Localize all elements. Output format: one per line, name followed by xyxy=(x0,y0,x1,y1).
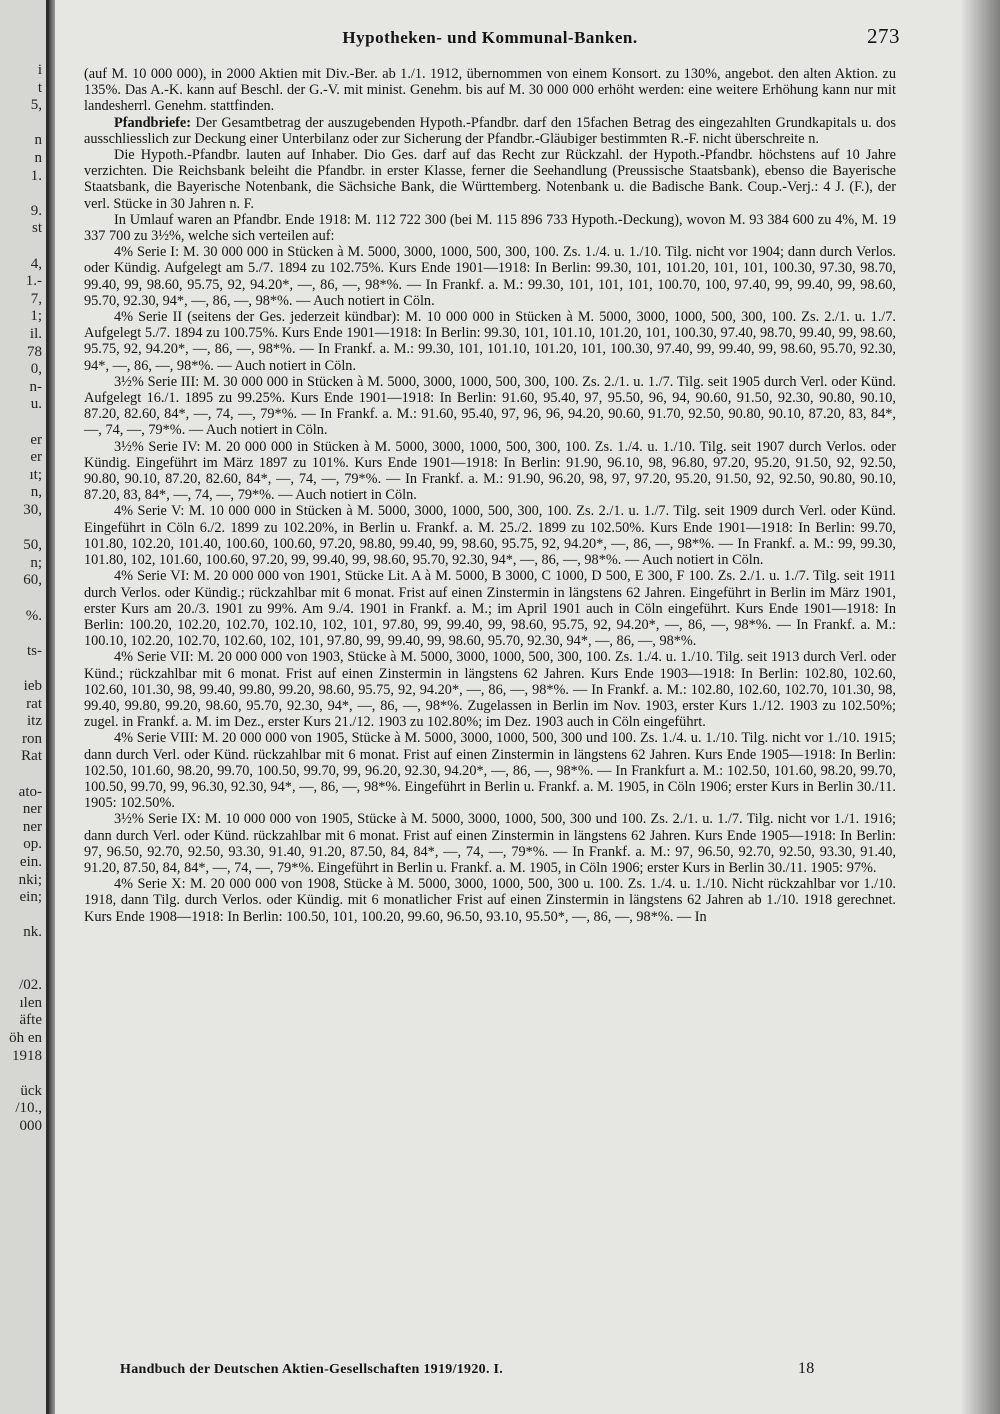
footer-publication-title: Handbuch der Deutschen Aktien-Gesellschaften 1919/1920. I. xyxy=(120,1362,504,1377)
facing-page-fragment: il. xyxy=(29,326,42,342)
paragraph-text: 4% Serie X: M. 20 000 000 von 1908, Stücke à M. 5000, 3000, 1000, 500, 300 u. 100. Zs. 1./4. u. 1./10. Nicht rückzahlbar vor 1./10. 1918, dann Tilg. durch Verlos. oder Kündig. mit 6 monatlicher Frist auf einen Zinstermin in längstens 62 Jahren ab 1./10. 1918 gerechnet. Kurs Ende 1908—1918: In Berlin: 100.50, 101, 100.20, 99.60, 96.50, 93.10, 95.50*, —, 86, —, 98*%. — In xyxy=(84,876,896,925)
facing-page-fragment: ein. xyxy=(19,854,42,870)
paragraph xyxy=(84,568,896,649)
facing-page-fragment: n xyxy=(34,150,42,166)
facing-page-fragment: ieb xyxy=(23,678,42,694)
paragraph-text: 3½% Serie III: M. 30 000 000 in Stücken à M. 5000, 3000, 1000, 500, 300, 100. Zs. 2./1. u. 1./7. Tilg. seit 1905 durch Verl. oder Künd. Aufgelegt 16./1. 1895 zu 99.25%. Kurs Ende 1901—1918: In Berlin: 91.60, 95.40, 97, 95.50, 96, 94, 90.60, 91.50, 92.30, 90.80, 90.10, 87.20, 82.60, 84*, —, 74, —, 79*%. — In Frankf. a. M.: 91.60, 95.40, 97, 96, 96, 94.20, 90.60, 91.70, 92.50, 90.80, 90.10, 87.20, 83, 84*, —, 74, —, 79*%. — Auch notiert in Cöln. xyxy=(84,373,896,439)
facing-page-fragment: rat xyxy=(26,695,42,712)
paragraph-text: 4% Serie VII: M. 20 000 000 von 1903, Stücke à M. 5000, 3000, 1000, 500, 300, 100. Zs. 1./4. u. 1./10. Tilg. seit 1913 durch Verl. oder Künd.; rückzahlbar mit 6 monat. Frist auf einen Zinstermin in längstens 62 Jahren. Kurs Ende 1903—1918: In Berlin: 102.80, 102.60, 102.60, 101.30, 98, 99.40, 99.80, 99.20, 98.60, 95.75, 92, 94.20*, —, 86, —, 98*%. — In Frankf. a. M.: 102.80, 102.60, 102.70, 101.30, 98, 99.40, 99.80, 99.20, 98.60, 95.70, 92.30, 94*, —, 86, —, 98*%. Zugelassen in Berlin im Nov. 1903, erster Kurs 1./12. 1903 zu 102.50%; zugel. in Frankf. a. M. im Dez., erster Kurs 21./12. 1903 zu 102.80%; im Dez. 1903 auch in Cöln eingeführt. xyxy=(84,649,896,731)
facing-page-fragment: ıt; xyxy=(29,466,42,483)
facing-page-fragment: t xyxy=(37,79,42,96)
facing-page-fragment: 7, xyxy=(30,290,42,307)
facing-page-fragment: er xyxy=(30,431,42,448)
facing-page-fragment: op. xyxy=(23,836,42,853)
body-text xyxy=(84,66,896,925)
facing-page-fragment: nki; xyxy=(18,871,42,888)
paragraph xyxy=(84,115,896,147)
facing-page-fragment: ron xyxy=(22,730,42,747)
paragraph xyxy=(84,212,896,244)
facing-page-fragment: n xyxy=(34,132,42,149)
facing-page-fragment: öh en xyxy=(9,1030,42,1046)
facing-page-fragment: 78 xyxy=(27,343,42,360)
facing-page-fragment: ner xyxy=(22,801,42,818)
facing-page-fragment: 000 xyxy=(19,1118,42,1134)
facing-page-fragment: ts- xyxy=(27,642,42,659)
facing-page-fragment: ück xyxy=(20,1082,42,1099)
facing-page-fragment: /02. xyxy=(19,977,42,994)
facing-page-fragment: /10., xyxy=(15,1100,42,1117)
facing-page-fragment: 60, xyxy=(23,572,42,589)
facing-page-fragment: n- xyxy=(29,378,42,395)
paragraph-text: Der Gesamtbetrag der auszugebenden Hypoth.-Pfandbr. darf den 15fachen Betrag des eingezahlten Grundkapitals u. dos ausschliesslich zur Deckung einer Unterbilanz oder zur Sicherung der Pfandbr.-Gläubiger bestimmten R.-F. nicht überschreite n. xyxy=(84,114,896,147)
facing-page-fragment: %. xyxy=(25,607,42,624)
paragraph xyxy=(84,649,896,730)
facing-page-fragment: 5, xyxy=(30,97,42,114)
printer-signature-mark: 18 xyxy=(798,1360,815,1377)
facing-page-fragment: 0, xyxy=(30,361,42,378)
facing-page-fragment: itz xyxy=(27,713,42,730)
facing-page-fragment: 1; xyxy=(30,308,42,325)
paragraph-text: 4% Serie I: M. 30 000 000 in Stücken à M. 5000, 3000, 1000, 500, 300, 100. Zs. 1./4. u. 1./10. Tilg. nicht vor 1904; dann durch Verlos. oder Kündig. Aufgelegt am 5./7. 1894 zu 102.75%. Kurs Ende 1901—1918: In Berlin: 99.30, 101, 101.20, 101, 101, 100.30, 97.30, 98.70, 99.40, 99, 98.60, 95.75, 92, 94.20*, —, 86, —, 98*%. — In Frankf. a. M.: 99.30, 101, 101, 101, 100.70, 100, 97.40, 99, 99.40, 99, 98.60, 95.70, 92.30, 94*, —, 86, —, 98*%. — Auch notiert in Cöln. xyxy=(84,244,896,309)
paragraph-text: 4% Serie V: M. 10 000 000 in Stücken à M. 5000, 3000, 1000, 500, 300, 100. Zs. 2./1. u. 1./7. Tilg. seit 1909 durch Verl. oder Künd. Eingeführt in Cöln 6./2. 1899 zu 102.20%, in Berlin u. Frankf. a. M. 25./2. 1899 zu 102.50%. Kurs Ende 1901—1918: In Berlin: 99.70, 101.80, 102.20, 101.40, 100.60, 100.60, 97.20, 98.80, 99.40, 99, 98.60, 95.75, 92, 94.20*, —, 86, —, 98*%. — In Frankf. a. M.: 99, 99.30, 101.80, 102, 101.60, 100.60, 97.20, 99, 99.40, 99, 98.60, 95.70, 92.30, 94*, —, 86, —, 98*%. — Auch notiert in Cöln. xyxy=(84,503,896,569)
facing-page-fragment: 4, xyxy=(30,255,42,272)
paragraph xyxy=(84,439,896,504)
facing-page-fragment: ılen xyxy=(19,994,42,1011)
facing-page-fragment: 1.- xyxy=(25,273,42,290)
paragraph-text: 4% Serie II (seitens der Ges. jederzeit kündbar): M. 10 000 000 in Stücken à M. 5000, 3000, 1000, 500, 300, 100. Zs. 2./1. u. 1./7. Aufgelegt 5./7. 1894 zu 100.75%. Kurs Ende 1901—1918: In Berlin: 99.30, 101, 101.10, 101.20, 101, 100.30, 97.40, 98.70, 99.40, 99, 98.60, 95.75, 92, 94.20*, —, 86, —, 98*%. — In Frankf. a. M.: 99.30, 101, 101.10, 101.20, 101, 100.30, 97.40, 99, 99.40, 99, 98.60, 95.70, 92.30, 94*, —, 86, —, 98*%. — Auch notiert in Cöln. xyxy=(84,309,896,374)
facing-page-fragment: 50, xyxy=(23,537,42,554)
running-head xyxy=(84,24,900,54)
facing-page-fragment: ein; xyxy=(19,889,42,906)
paragraph-text: Die Hypoth.-Pfandbr. lauten auf Inhaber. Dio Ges. darf auf das Recht zur Rückzahl. der Hypoth.-Pfandbr. höchstens auf 10 Jahre verzichten. Die Reichsbank beleiht die Pfandbr. in erster Klasse, ferner die Seehandlung (Preussische Staatsbank), ebenso die Bayerische Staatsbank, die Bayerische Notenbank, die Sächsiche Bank, die Württemberg. Notenbank u. die Badische Bank. Coup.-Verj.: 4 J. (F.), der verl. Stücke in 30 Jahren n. F. xyxy=(84,147,896,212)
paragraph-text: 3½% Serie IV: M. 20 000 000 in Stücken à M. 5000, 3000, 1000, 500, 300, 100. Zs. 1./4. u. 1./10. Tilg. seit 1907 durch Verlos. oder Kündig. Eingeführt im März 1897 zu 101%. Kurs Ende 1901—1918: In Berlin: 91.90, 96.10, 98, 96.80, 97.20, 95.20, 91.50, 92, 92.50, 90.80, 90.10, 87.20, 82.60, 84*, —, 74, —, 79*%. — In Frankf. a. M.: 91.90, 96.20, 98, 97, 97.20, 95.20, 91.50, 92, 92.50, 90.80, 90.10, 87.20, 83, 84*, —, 74, —, 79*%. — Auch notiert in Cöln. xyxy=(84,438,896,504)
facing-page-fragment: ato- xyxy=(18,783,42,800)
facing-page-fragment: 9. xyxy=(30,202,42,219)
paragraph-text: In Umlauf waren an Pfandbr. Ende 1918: M. 112 722 300 (bei M. 115 896 733 Hypoth.-Deckung), wovon M. 93 384 600 zu 4%, M. 19 337 700 zu 3½%, welche sich verteilen auf: xyxy=(84,211,896,245)
facing-page-fragment: 1918 xyxy=(12,1047,42,1064)
paragraph-text: 4% Serie VI: M. 20 000 000 von 1901, Stücke Lit. A à M. 5000, B 3000, C 1000, D 500, E 300, F 100. Zs. 2./1. u. 1./7. Tilg. seit 1911 durch Verlos. oder Kündig.; rückzahlbar mit 6 monat. Frist auf einen Zinstermin in längstens 62 Jahren. Eingeführt in Berlin im März 1901, erster Kurs am 20./3. 1901 zu 99%. Am 9./4. 1901 in Frankf. a. M.; im April 1901 auch in Cöln eingeführt. Kurs Ende 1901—1918: In Berlin: 100.20, 102.20, 102.70, 102.10, 102, 101, 97.80, 99, 99.40, 99, 98.60, 95.75, 92, 94.20*, —, 86, —, 98*%. — In Frankf. a. M.: 100.10, 102.20, 102.70, 102.60, 102, 101, 97.80, 99, 99.40, 99, 98.60, 95.70, 92.30, 94*, —, 86, —, 98*%. xyxy=(84,568,896,650)
paragraph-text: (auf M. 10 000 000), in 2000 Aktien mit Div.-Ber. ab 1./1. 1912, übernommen von einem Konsort. zu 130%, angebot. den alten Aktion. zu 135%. Das A.-K. kann auf Beschl. der G.-V. mit minist. Genehm. bis auf M. 30 000 000 erhöht werden: eine weitere Erhöhung kann nur mit landesherrl. Genehm. stattfinden. xyxy=(84,66,896,115)
paragraph xyxy=(84,147,896,212)
paragraph xyxy=(84,730,896,811)
facing-page-fragment: Rat xyxy=(21,748,42,765)
facing-page-fragment: u. xyxy=(30,396,42,413)
facing-page-fragment: 30, xyxy=(23,502,42,518)
paragraph xyxy=(84,503,896,568)
facing-page-fragment: nk. xyxy=(23,924,42,941)
paragraph-lead: Pfandbriefe: xyxy=(114,114,192,131)
paragraph xyxy=(84,244,896,309)
previous-page-edge xyxy=(0,0,49,1414)
facing-page-fragment: n; xyxy=(30,554,42,571)
facing-page-fragment: i xyxy=(37,62,42,78)
facing-page-fragment: n, xyxy=(30,484,42,501)
paragraph xyxy=(84,374,896,439)
paragraph-text: 4% Serie VIII: M. 20 000 000 von 1905, Stücke à M. 5000, 3000, 1000, 500, 300 und 100. Zs. 1./4. u. 1./10. Tilg. nicht vor 1./10. 1915; dann durch Verl. oder Künd. rückzahlbar mit 6 monat. Frist auf einen Zinstermin in längstens 62 Jahren. Kurs Ende 1905—1918: In Berlin: 102.50, 101.60, 98.20, 99.70, 100.50, 99.70, 99, 96.20, 92.30, 94.20*, —, 86, —, 98*%. — In Frankfurt a. M.: 102.50, 101.60, 98.20, 99.70, 100.50, 99.70, 99, 96.30, 92.30, 94*, —, 86, —, 98*%. Eingeführt in Berlin u. Frankf. a. M. 1905, in Cöln 1906; erster Kurs in Berlin 30./11. 1905: 102.50%. xyxy=(84,730,896,812)
paragraph xyxy=(84,309,896,374)
facing-page-fragment: äfte xyxy=(19,1012,42,1029)
paragraph xyxy=(84,66,896,115)
book-gutter xyxy=(49,0,55,1414)
paragraph xyxy=(84,811,896,876)
paragraph-text: 3½% Serie IX: M. 10 000 000 von 1905, Stücke à M. 5000, 3000, 1000, 500, 300 und 100. Zs. 2./1. u. 1./7. Tilg. nicht vor 1./1. 1916; dann durch Verl. oder Künd. rückzahlbar mit 6 monat. Frist auf einen Zinstermin in längstens 62 Jahren. Kurs Ende 1905—1918: In Berlin: 97, 96.50, 92.70, 92.50, 93.30, 91.40, 91.20, 87.50, 84, 84*, —, 74, —, 79*%. — In Frankf. a. M.: 97, 96.50, 92.70, 92.50, 93.30, 91.40, 91.20, 87.50, 84, 84*, —, 74, —, 79*%. Eingeführt in Berlin u. Frankf. a. M. 1905, in Cöln 1906; erster Kurs in Berlin 30./11. 1905: 97%. xyxy=(84,811,896,876)
facing-page-fragment: er xyxy=(30,449,42,466)
paragraph xyxy=(84,876,896,925)
facing-page-fragment: st xyxy=(31,220,42,237)
facing-page-fragment: ner xyxy=(22,818,42,835)
right-edge-shadow xyxy=(960,0,1000,1414)
page-footer xyxy=(120,1362,906,1382)
page-number: 273 xyxy=(867,24,900,48)
book-page xyxy=(84,24,900,1404)
facing-page-fragment: 1. xyxy=(30,167,42,184)
running-title: Hypotheken- und Kommunal-Banken. xyxy=(342,28,638,47)
